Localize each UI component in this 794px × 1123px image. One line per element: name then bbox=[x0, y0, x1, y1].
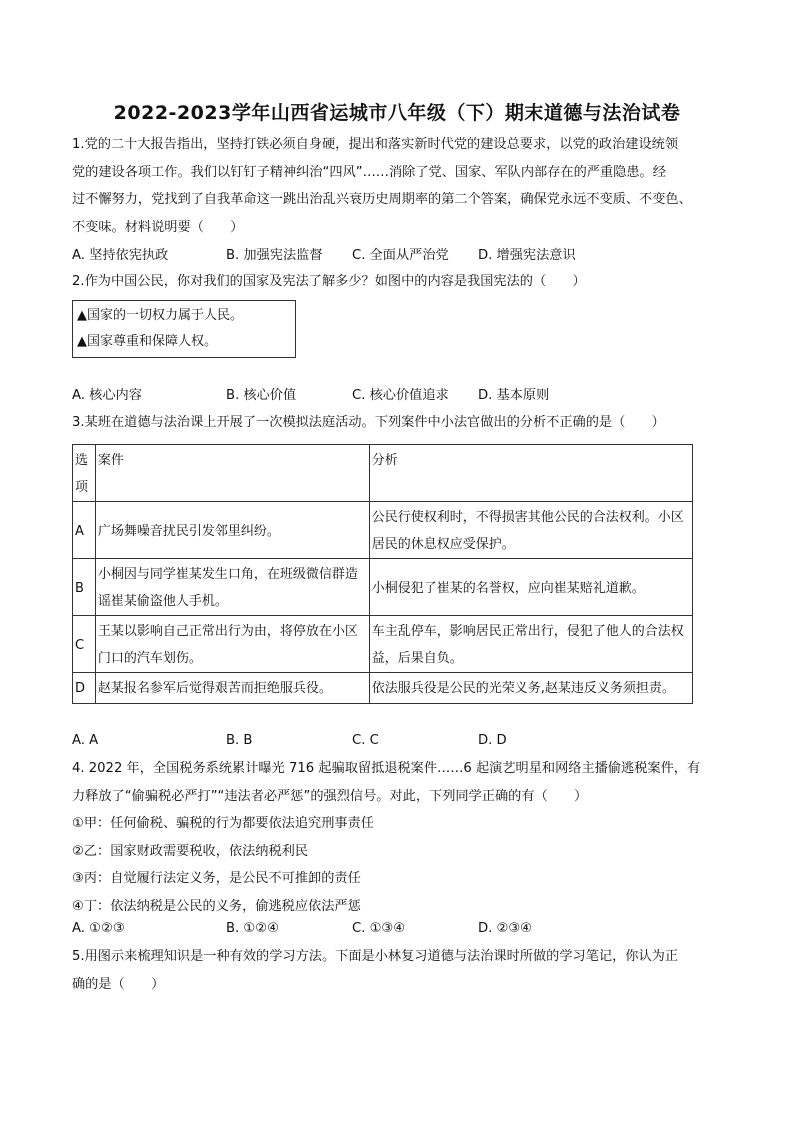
option-a[interactable]: A. ①②③ bbox=[72, 921, 125, 936]
exam-title: 2022-2023学年山西省运城市八年级（下）期末道德与法治试卷 bbox=[113, 102, 681, 124]
option-d[interactable]: D. 基本原则 bbox=[478, 388, 550, 403]
option-c[interactable]: C. 全面从严治党 bbox=[352, 248, 449, 263]
row-analysis: 车主乱停车，影响居民正常出行，侵犯了他人的合法权益，后果自负。 bbox=[369, 616, 692, 673]
option-a[interactable]: A. 核心内容 bbox=[72, 388, 142, 403]
option-c[interactable]: C. C bbox=[352, 733, 379, 748]
question-4-line: 力释放了“偷骗税必严打”“违法者必严惩”的强烈信号。对此，下列同学正确的有（ ） bbox=[72, 788, 588, 804]
row-option: C bbox=[73, 616, 96, 673]
option-b[interactable]: B. 核心价值 bbox=[226, 388, 297, 403]
header-analysis: 分析 bbox=[369, 445, 692, 502]
row-analysis: 小桐侵犯了崔某的名誉权，应向崔某赔礼道歉。 bbox=[369, 559, 692, 616]
question-4-item: ②乙：国家财政需要税收，依法纳税利民 bbox=[72, 843, 309, 859]
box-item: ▲国家尊重和保障人权。 bbox=[77, 334, 217, 349]
question-4-item: ③丙：自觉履行法定义务，是公民不可推卸的责任 bbox=[72, 871, 361, 886]
option-b[interactable]: B. B bbox=[226, 733, 253, 748]
option-b[interactable]: B. ①②④ bbox=[226, 921, 279, 936]
question-4-item: ①甲：任何偷税、骗税的行为都要依法追究刑事责任 bbox=[72, 816, 374, 831]
row-analysis: 公民行使权利时，不得损害其他公民的合法权利。小区居民的休息权应受保护。 bbox=[369, 502, 692, 559]
option-a[interactable]: A. A bbox=[72, 733, 99, 748]
box-item: ▲国家的一切权力属于人民。 bbox=[77, 308, 243, 323]
header-option: 选项 bbox=[73, 445, 96, 502]
table-row bbox=[73, 616, 693, 673]
table-row bbox=[73, 559, 693, 616]
table-header-row bbox=[73, 445, 693, 502]
question-5-line: 确的是（ ） bbox=[72, 976, 165, 992]
row-case: 广场舞噪音扰民引发邻里纠纷。 bbox=[95, 502, 369, 559]
question-5-line: 5.用图示来梳理知识是一种有效的学习方法。下面是小林复习道德与法治课时所做的学习笔记，你认为正 bbox=[72, 949, 679, 964]
option-d[interactable]: D. 增强宪法意识 bbox=[478, 248, 576, 263]
question-3-stem: 3.某班在道德与法治课上开展了一次模拟法庭活动。下列案件中小法官做出的分析不正确的是（ ） bbox=[72, 415, 665, 430]
question-4 bbox=[72, 755, 728, 920]
header-case: 案件 bbox=[95, 445, 369, 502]
table-row bbox=[73, 502, 693, 559]
row-case: 王某以影响自己正常出行为由，将停放在小区门口的汽车划伤。 bbox=[95, 616, 369, 673]
question-1-line: 不变味。材料说明要（ ） bbox=[72, 219, 244, 235]
table-row bbox=[73, 673, 693, 704]
question-4-line: 4. 2022 年，全国税务系统累计曝光 716 起骗取留抵退税案件……6 起演艺明星和网络主播偷逃税案件，有 bbox=[72, 761, 701, 776]
question-1-line: 1.党的二十大报告指出，坚持打铁必须自身硬，提出和落实新时代党的建设总要求，以党的政治建设统领 bbox=[72, 137, 679, 152]
question-1-line: 过不懈努力，党找到了自我革命这一跳出治乱兴衰历史周期率的第二个答案，确保党永远不变质、不变色、 bbox=[72, 192, 692, 207]
row-option: B bbox=[73, 559, 96, 616]
question-4-item: ④丁：依法纳税是公民的义务，偷逃税应依法严惩 bbox=[72, 898, 361, 914]
option-d[interactable]: D. ②③④ bbox=[478, 921, 533, 936]
row-option: A bbox=[73, 502, 96, 559]
row-case: 赵某报名参军后觉得艰苦而拒绝服兵役。 bbox=[95, 673, 369, 704]
row-case: 小桐因与同学崔某发生口角，在班级微信群造谣崔某偷盗他人手机。 bbox=[95, 559, 369, 616]
option-c[interactable]: C. 核心价值追求 bbox=[352, 388, 449, 403]
question-2-stem: 2.作为中国公民，你对我们的国家及宪法了解多少？如图中的内容是我国宪法的（ ） bbox=[72, 274, 586, 289]
row-analysis: 依法服兵役是公民的光荣义务,赵某违反义务须担责。 bbox=[369, 673, 692, 704]
option-b[interactable]: B. 加强宪法监督 bbox=[226, 248, 323, 263]
option-d[interactable]: D. D bbox=[478, 733, 507, 748]
case-analysis-table bbox=[72, 444, 693, 704]
option-c[interactable]: C. ①③④ bbox=[352, 921, 406, 936]
row-option: D bbox=[73, 673, 96, 704]
question-1 bbox=[72, 131, 728, 241]
option-a[interactable]: A. 坚持依宪执政 bbox=[72, 248, 169, 263]
question-1-line: 党的建设各项工作。我们以钉钉子精神纠治“四风”……消除了党、国家、军队内部存在的严重隐患。经 bbox=[72, 164, 666, 180]
constitution-content-box bbox=[72, 300, 296, 358]
question-5 bbox=[72, 943, 728, 998]
